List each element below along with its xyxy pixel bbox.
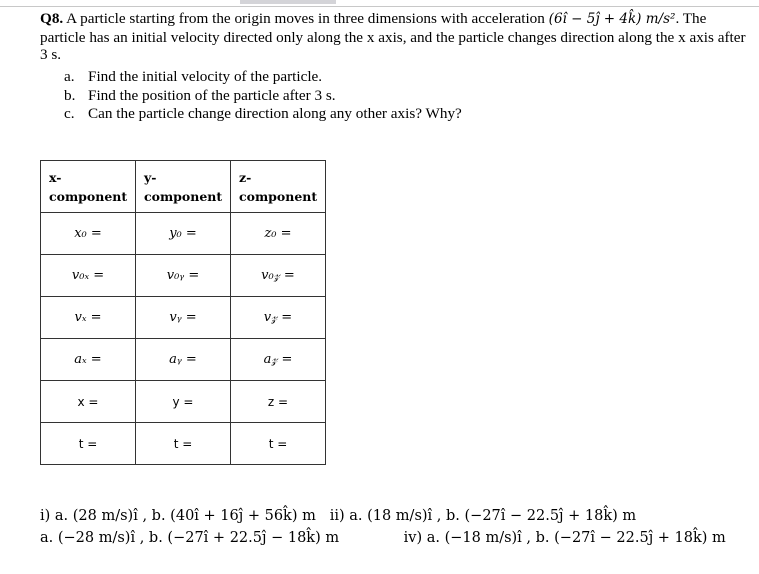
answer-line-2: a. (−28 m/s)î , b. (−27î + 22.5ĵ − 18k̂) m iv) a. (−18 m/s)î , b. (−27î − 22.5ĵ + 18k̂) m bbox=[40, 530, 726, 546]
cell: v𝓏 = bbox=[231, 297, 326, 339]
components-table bbox=[40, 160, 326, 465]
question-text bbox=[40, 10, 750, 64]
cell: x₀ = bbox=[41, 213, 136, 255]
cell: x = bbox=[41, 381, 136, 423]
cell: z = bbox=[231, 381, 326, 423]
question-parts bbox=[64, 68, 462, 124]
part-a bbox=[64, 68, 462, 87]
part-text: Can the particle change direction along any other axis? Why? bbox=[88, 105, 462, 122]
cell: z₀ = bbox=[231, 213, 326, 255]
answer-line-1: i) a. (28 m/s)î , b. (40î + 16ĵ + 56k̂) m ii) a. (18 m/s)î , b. (−27î − 22.5ĵ + 18k̂) m bbox=[40, 508, 637, 524]
part-text: Find the initial velocity of the particle. bbox=[88, 68, 323, 85]
cell: vᵧ = bbox=[136, 297, 231, 339]
part-c bbox=[64, 105, 462, 124]
table-row bbox=[41, 297, 326, 339]
acceleration-expression: (6î − 5ĵ + 4k̂) m/s² bbox=[548, 11, 676, 27]
header-x: x- component bbox=[41, 161, 136, 213]
header-z: z- component bbox=[231, 161, 326, 213]
table-row bbox=[41, 381, 326, 423]
table-row bbox=[41, 213, 326, 255]
table-header bbox=[41, 161, 326, 213]
part-text: Find the position of the particle after 3 s. bbox=[88, 86, 336, 104]
cell: aₓ = bbox=[41, 339, 136, 381]
table-row bbox=[41, 339, 326, 381]
cell: y = bbox=[136, 381, 231, 423]
table-row bbox=[41, 423, 326, 465]
cell: y₀ = bbox=[136, 213, 231, 255]
cell: t = bbox=[231, 423, 326, 465]
cell: aᵧ = bbox=[136, 339, 231, 381]
cell: t = bbox=[136, 423, 231, 465]
cell: a𝓏 = bbox=[231, 339, 326, 381]
part-letter: c. bbox=[64, 105, 75, 122]
part-letter: a. bbox=[64, 68, 75, 85]
scrollbar-thumb[interactable] bbox=[240, 0, 336, 4]
cell: v₀ᵧ = bbox=[136, 255, 231, 297]
question-label: Q8. bbox=[40, 10, 64, 27]
cell: v₀𝓏 = bbox=[231, 255, 326, 297]
top-divider bbox=[0, 6, 759, 7]
part-letter: b. bbox=[64, 86, 76, 104]
question-body: A particle starting from the origin moves in three dimensions with acceleration bbox=[63, 10, 549, 27]
question-body-2: . The particle has an initial velocity directed only along the x axis, and the particle changes direction along the x axis after 3 s. bbox=[40, 10, 746, 63]
header-y: y- component bbox=[136, 161, 231, 213]
part-b bbox=[64, 87, 462, 106]
table-row bbox=[41, 255, 326, 297]
cell: vₓ = bbox=[41, 297, 136, 339]
cell: t = bbox=[41, 423, 136, 465]
cell: v₀ₓ = bbox=[41, 255, 136, 297]
